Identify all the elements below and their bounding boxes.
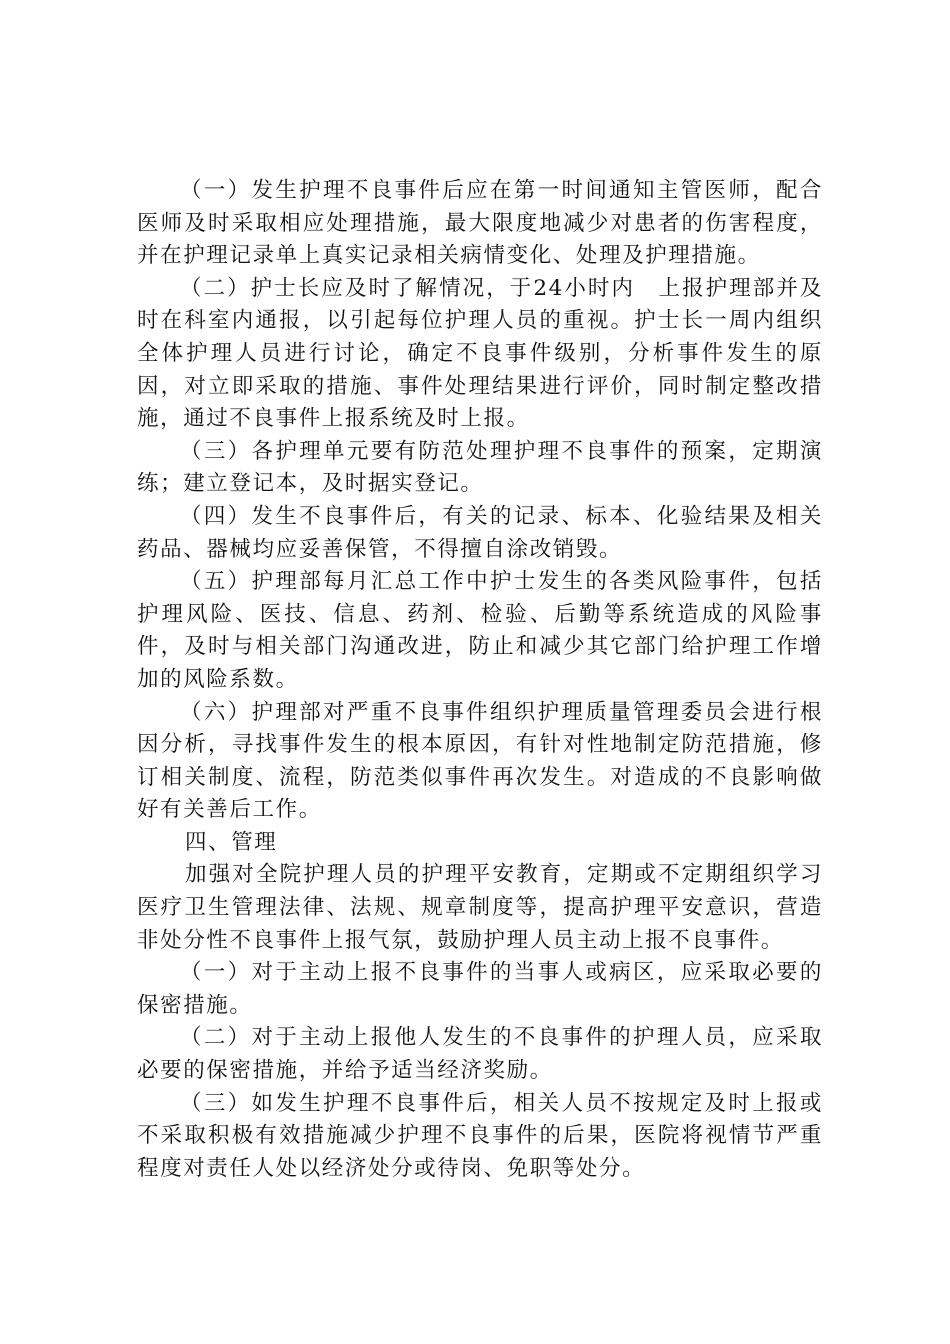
paragraph-handling-2: （二）护士长应及时了解情况，于24小时内 上报护理部并及时在科室内通报，以引起每位护理人员的重视。护士长一周内组织全体护理人员进行讨论，确定不良事件级别，分析事件发生的原因，对立即采取的措施、事件处理结果进行评价，同时制定整改措施，通过不良事件上报系统及时上报。 <box>137 275 823 432</box>
paragraph-management-2: （二）对于主动上报他人发生的不良事件的护理人员，应采取必要的保密措施，并给予适当经济奖励。 <box>137 1025 823 1084</box>
paragraph-handling-6: （六）护理部对严重不良事件组织护理质量管理委员会进行根因分析，寻找事件发生的根本原因，有针对性地制定防范措施，修订相关制度、流程，防范类似事件再次发生。对造成的不良影响做好有关善后工作。 <box>137 699 823 823</box>
paragraph-management-intro: 加强对全院护理人员的护理平安教育，定期或不定期组织学习医疗卫生管理法律、法规、规章制度等，提高护理平安意识，营造非处分性不良事件上报气氛，鼓励护理人员主动上报不良事件。 <box>137 862 823 953</box>
paragraph-handling-4: （四）发生不良事件后，有关的记录、标本、化验结果及相关药品、器械均应妥善保管，不得擅自涂改销毁。 <box>137 503 823 562</box>
paragraph-handling-1: （一）发生护理不良事件后应在第一时间通知主管医师，配合医师及时采取相应处理措施，最大限度地减少对患者的伤害程度，并在护理记录单上真实记录相关病情变化、处理及护理措施。 <box>137 178 823 269</box>
document-body <box>137 175 823 1185</box>
section-heading-management: 四、管理 <box>185 829 278 855</box>
paragraph-management-3: （三）如发生护理不良事件后，相关人员不按规定及时上报或不采取积极有效措施减少护理不良事件的后果，医院将视情节严重程度对责任人处以经济处分或待岗、免职等处分。 <box>137 1090 823 1181</box>
paragraph-handling-3: （三）各护理单元要有防范处理护理不良事件的预案，定期演练；建立登记本，及时据实登记。 <box>137 438 823 497</box>
paragraph-management-1: （一）对于主动上报不良事件的当事人或病区，应采取必要的保密措施。 <box>137 960 823 1018</box>
paragraph-handling-5: （五）护理部每月汇总工作中护士发生的各类风险事件，包括护理风险、医技、信息、药剂、检验、后勤等系统造成的风险事件，及时与相关部门沟通改进，防止和减少其它部门给护理工作增加的风险系数。 <box>137 569 823 692</box>
